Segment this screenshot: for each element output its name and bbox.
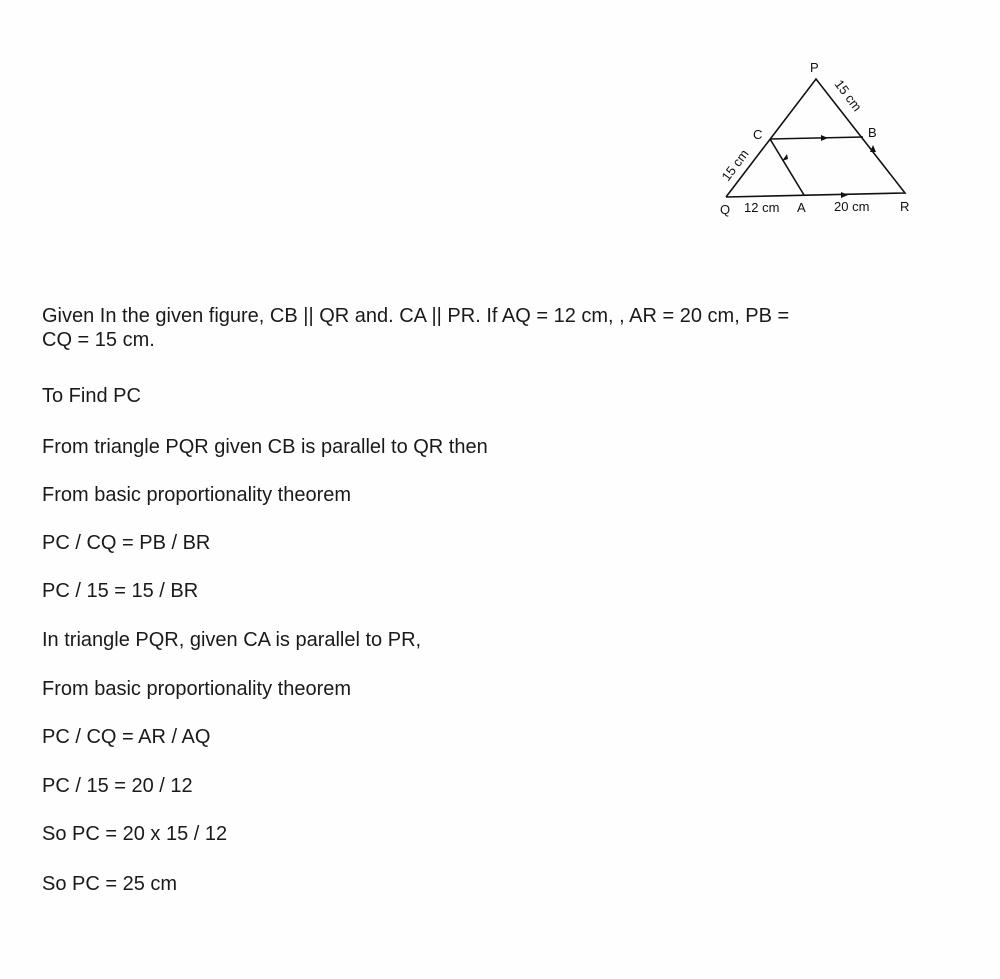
label-ar: 20 cm [834,199,870,214]
solution-line: From basic proportionality theorem [42,484,352,506]
solution-line: From triangle PQR given CB is parallel to QR then [42,436,488,458]
given-line-2: CQ = 15 cm. [42,329,155,351]
vertex-b: B [868,125,877,140]
solution-line: From basic proportionality theorem [42,678,352,700]
solution-line: So PC = 20 x 15 / 12 [42,823,228,845]
solution-line: In triangle PQR, given CA is parallel to PR, [42,629,422,651]
label-cq: 15 cm [718,146,752,184]
vertex-c: C [753,127,763,142]
segment-ca [770,139,804,195]
label-aq: 12 cm [744,200,780,215]
segment-cb [770,137,863,139]
vertex-p: P [810,60,819,75]
label-pb: 15 cm [831,76,865,115]
solution-line: PC / CQ = PB / BR [42,532,211,554]
arrow-cb [821,135,828,141]
given-line-1: Given In the given figure, CB || QR and. CA || PR. If AQ = 12 cm, , AR = 20 cm, PB = [42,305,790,327]
arrow-ca [782,154,788,161]
solution-line: PC / CQ = AR / AQ [42,726,211,748]
solution-line: So PC = 25 cm [42,873,178,895]
vertex-q: Q [720,202,731,217]
solution-line: PC / 15 = 20 / 12 [42,775,193,797]
triangle-figure [0,0,1000,260]
to-find: To Find PC [42,385,141,407]
vertex-r: R [900,199,910,214]
arrow-qr [841,192,848,198]
vertex-a: A [797,200,806,215]
solution-line: PC / 15 = 15 / BR [42,580,199,602]
